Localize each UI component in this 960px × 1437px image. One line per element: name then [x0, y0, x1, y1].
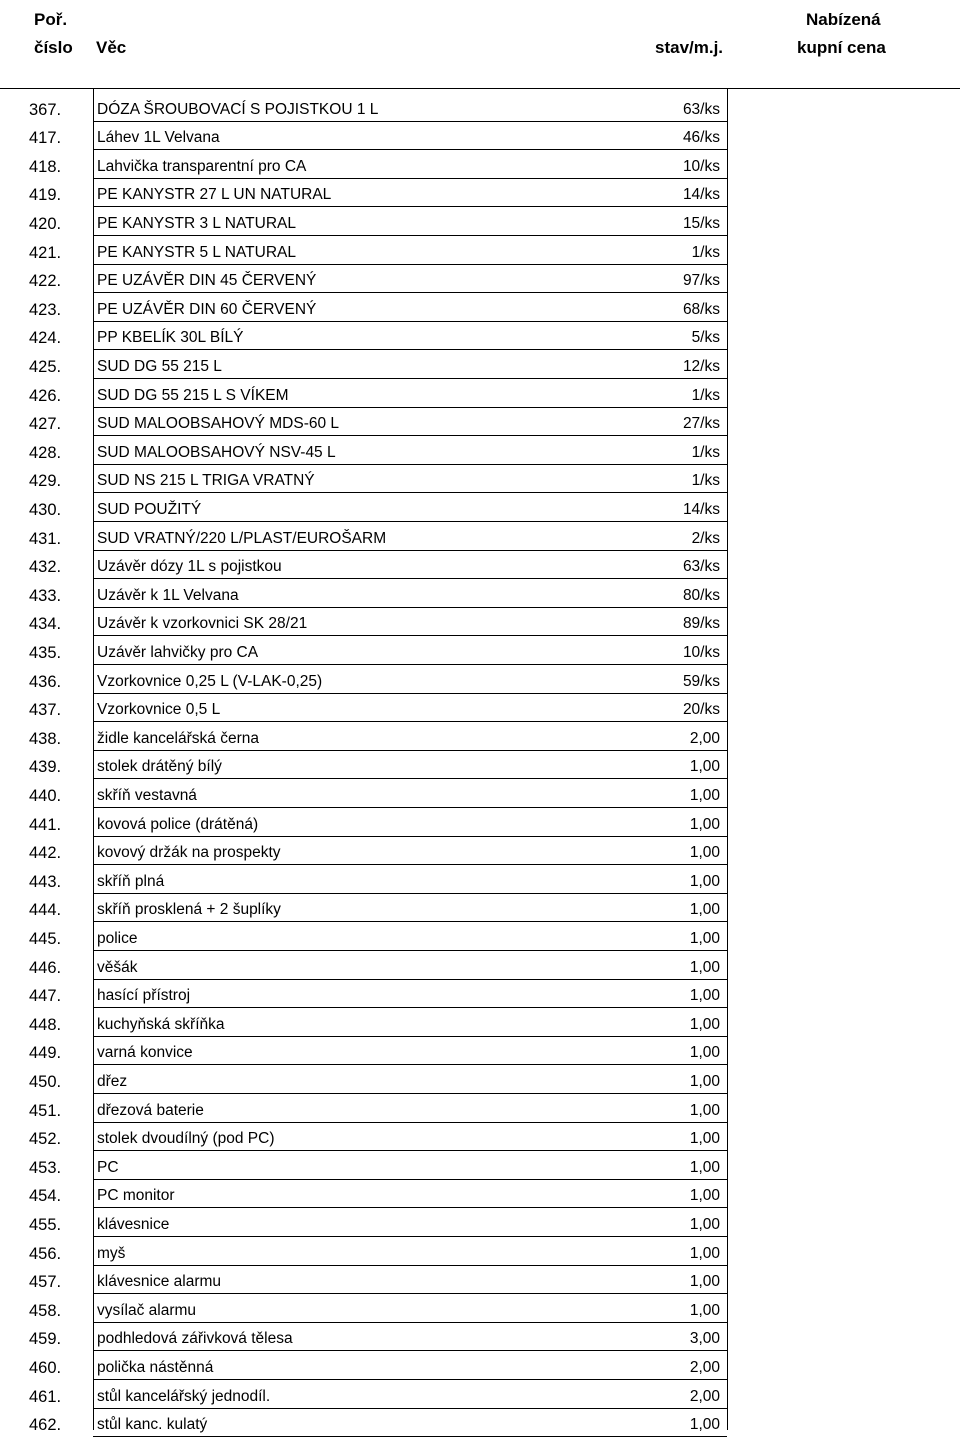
row-quantity: 1,00: [689, 1015, 720, 1033]
row-item-name: dřez: [97, 1072, 128, 1090]
table-row: [0, 1350, 960, 1379]
row-divider: [93, 378, 727, 379]
col-item-header: Věc: [96, 38, 127, 57]
row-number: 447.: [29, 987, 62, 1006]
row-number: 460.: [29, 1358, 62, 1377]
table-row: [0, 836, 960, 865]
row-item-name: kovový držák na prospekty: [97, 844, 281, 862]
row-item-name: SUD POUŽITÝ: [97, 500, 202, 518]
row-number: 433.: [29, 586, 62, 605]
row-divider: [93, 979, 727, 980]
row-item-name: SUD NS 215 L TRIGA VRATNÝ: [97, 472, 315, 490]
row-number: 431.: [29, 529, 62, 548]
row-number: 437.: [29, 701, 62, 720]
row-item-cell: [93, 128, 727, 148]
row-number: 452.: [29, 1130, 62, 1149]
row-quantity: 1,00: [689, 1273, 720, 1291]
row-quantity: 68/ks: [682, 300, 720, 318]
row-item-name: SUD VRATNÝ/220 L/PLAST/EUROŠARM: [97, 529, 387, 547]
row-item-name: skříň prosklená + 2 šuplíky: [97, 901, 281, 919]
row-divider: [93, 1293, 727, 1294]
row-divider: [93, 1179, 727, 1180]
row-quantity: 1,00: [689, 786, 720, 804]
row-quantity: 1,00: [689, 1072, 720, 1090]
row-divider: [93, 149, 727, 150]
row-number: 458.: [29, 1301, 62, 1320]
row-quantity: 15/ks: [682, 214, 720, 232]
row-item-name: Uzávěr dózy 1L s pojistkou: [97, 558, 282, 576]
row-divider: [93, 664, 727, 665]
table-row: [0, 1036, 960, 1065]
row-item-cell: [93, 929, 727, 949]
row-divider: [93, 778, 727, 779]
row-item-cell: [93, 614, 727, 634]
row-number: 424.: [29, 329, 62, 348]
row-quantity: 14/ks: [682, 186, 720, 204]
table-row: [0, 321, 960, 350]
row-number: 436.: [29, 672, 62, 691]
row-item-name: stolek dvoudílný (pod PC): [97, 1130, 275, 1148]
row-item-cell: [93, 1215, 727, 1235]
row-divider: [93, 750, 727, 751]
row-number: 438.: [29, 729, 62, 748]
row-item-name: hasící přístroj: [97, 987, 191, 1005]
table-row: [0, 1179, 960, 1208]
row-item-name: skříň plná: [97, 872, 165, 890]
row-number: 441.: [29, 815, 62, 834]
table-row: [0, 92, 960, 121]
table-row: [0, 178, 960, 207]
table-row: [0, 264, 960, 293]
col-unit-header: stav/m.j.: [655, 38, 724, 57]
row-number: 435.: [29, 643, 62, 662]
row-quantity: 1,00: [689, 1187, 720, 1205]
row-item-name: varná konvice: [97, 1044, 193, 1062]
row-number: 444.: [29, 901, 62, 920]
row-item-name: věšák: [97, 958, 138, 976]
row-divider: [93, 1408, 727, 1409]
row-number: 428.: [29, 443, 62, 462]
table-row: [0, 1293, 960, 1322]
row-number: 443.: [29, 872, 62, 891]
row-quantity: 10/ks: [682, 643, 720, 661]
row-item-cell: [93, 815, 727, 835]
row-number: 429.: [29, 472, 62, 491]
row-divider: [93, 435, 727, 436]
table-row: [0, 149, 960, 178]
row-item-cell: [93, 271, 727, 291]
row-item-cell: [93, 300, 727, 320]
table-row: [0, 464, 960, 493]
row-item-name: stůl kancelářský jednodíl.: [97, 1387, 271, 1405]
row-item-cell: [93, 214, 727, 234]
row-quantity: 1,00: [689, 1101, 720, 1119]
row-divider: [93, 1350, 727, 1351]
row-item-cell: [93, 986, 727, 1006]
row-quantity: 1/ks: [691, 443, 720, 461]
row-quantity: 2,00: [689, 1358, 720, 1376]
row-number: 445.: [29, 929, 62, 948]
row-quantity: 1,00: [689, 987, 720, 1005]
row-item-cell: [93, 1158, 727, 1178]
table-row: [0, 1379, 960, 1408]
row-number: 426.: [29, 386, 62, 405]
table-row: [0, 1236, 960, 1265]
table-row: [0, 349, 960, 378]
row-item-name: dřezová baterie: [97, 1101, 204, 1119]
row-number: 455.: [29, 1215, 62, 1234]
row-item-name: Vzorkovnice 0,25 L (V-LAK-0,25): [97, 672, 323, 690]
row-number: 461.: [29, 1387, 62, 1406]
row-quantity: 1,00: [689, 1130, 720, 1148]
table-row: [0, 979, 960, 1008]
row-quantity: 1,00: [689, 1044, 720, 1062]
row-item-name: skříň vestavná: [97, 786, 197, 804]
table-row: [0, 607, 960, 636]
row-item-name: DÓZA ŠROUBOVACÍ S POJISTKOU 1 L: [97, 100, 379, 118]
row-divider: [93, 1064, 727, 1065]
row-number: 421.: [29, 243, 62, 262]
row-item-cell: [93, 1186, 727, 1206]
row-divider: [93, 836, 727, 837]
row-divider: [93, 521, 727, 522]
row-divider: [93, 578, 727, 579]
row-item-name: PE UZÁVĚR DIN 45 ČERVENÝ: [97, 272, 317, 290]
row-quantity: 3,00: [689, 1330, 720, 1348]
row-quantity: 1,00: [689, 901, 720, 919]
table-row: [0, 435, 960, 464]
row-quantity: 1,00: [689, 758, 720, 776]
row-item-cell: [93, 471, 727, 491]
row-item-cell: [93, 386, 727, 406]
row-item-name: SUD MALOOBSAHOVÝ NSV-45 L: [97, 443, 336, 461]
row-divider: [93, 607, 727, 608]
row-item-cell: [93, 185, 727, 205]
row-divider: [93, 321, 727, 322]
row-item-name: PC: [97, 1158, 119, 1176]
row-number: 449.: [29, 1044, 62, 1063]
row-divider: [93, 550, 727, 551]
row-item-name: PC monitor: [97, 1187, 175, 1205]
col-price-header-line2: kupní cena: [797, 38, 886, 57]
row-item-cell: [93, 586, 727, 606]
row-divider: [93, 206, 727, 207]
row-quantity: 1,00: [689, 958, 720, 976]
table-row: [0, 664, 960, 693]
row-item-cell: [93, 357, 727, 377]
row-item-name: PE KANYSTR 5 L NATURAL: [97, 243, 296, 261]
row-quantity: 20/ks: [682, 701, 720, 719]
row-divider: [93, 178, 727, 179]
row-item-cell: [93, 557, 727, 577]
row-divider: [93, 1036, 727, 1037]
row-quantity: 59/ks: [682, 672, 720, 690]
row-quantity: 10/ks: [682, 157, 720, 175]
table-row: [0, 1093, 960, 1122]
col-num-header-line2: číslo: [34, 38, 73, 57]
row-number: 442.: [29, 844, 62, 863]
table-row: [0, 1122, 960, 1151]
row-item-cell: [93, 443, 727, 463]
row-divider: [93, 950, 727, 951]
row-item-name: PE UZÁVĚR DIN 60 ČERVENÝ: [97, 300, 317, 318]
row-quantity: 1,00: [689, 1244, 720, 1262]
row-number: 434.: [29, 615, 62, 634]
table-row: [0, 1064, 960, 1093]
row-item-cell: [93, 1301, 727, 1321]
row-quantity: 63/ks: [682, 558, 720, 576]
row-quantity: 1,00: [689, 1301, 720, 1319]
row-quantity: 1,00: [689, 1215, 720, 1233]
row-quantity: 2/ks: [691, 529, 720, 547]
row-quantity: 1/ks: [691, 472, 720, 490]
row-item-cell: [93, 843, 727, 863]
row-item-name: SUD DG 55 215 L: [97, 357, 222, 375]
row-quantity: 1,00: [689, 815, 720, 833]
row-item-name: Lahvička transparentní pro CA: [97, 157, 307, 175]
row-number: 451.: [29, 1101, 62, 1120]
row-quantity: 1,00: [689, 1416, 720, 1434]
row-item-cell: [93, 529, 727, 549]
row-divider: [93, 464, 727, 465]
row-item-name: židle kancelářská černa: [97, 729, 259, 747]
row-item-name: Uzávěr k 1L Velvana: [97, 586, 239, 604]
row-number: 462.: [29, 1416, 62, 1435]
row-item-name: kovová police (drátěná): [97, 815, 259, 833]
row-divider: [93, 1265, 727, 1266]
row-item-cell: [93, 1329, 727, 1349]
row-item-cell: [93, 1129, 727, 1149]
row-divider: [93, 1322, 727, 1323]
row-number: 432.: [29, 558, 62, 577]
row-divider: [93, 407, 727, 408]
row-item-cell: [93, 414, 727, 434]
row-item-name: stolek drátěný bílý: [97, 758, 222, 776]
row-divider: [93, 121, 727, 122]
row-item-name: PE KANYSTR 3 L NATURAL: [97, 214, 296, 232]
row-item-cell: [93, 757, 727, 777]
row-item-name: klávesnice alarmu: [97, 1273, 222, 1291]
row-item-cell: [93, 1358, 727, 1378]
table-row: [0, 121, 960, 150]
row-divider: [93, 864, 727, 865]
row-number: 423.: [29, 300, 62, 319]
row-item-name: Láhev 1L Velvana: [97, 129, 220, 147]
row-number: 459.: [29, 1330, 62, 1349]
row-number: 418.: [29, 157, 62, 176]
row-number: 446.: [29, 958, 62, 977]
row-divider: [93, 235, 727, 236]
table-row: [0, 206, 960, 235]
table-row: [0, 750, 960, 779]
row-number: 439.: [29, 758, 62, 777]
row-number: 420.: [29, 214, 62, 233]
row-divider: [93, 1093, 727, 1094]
row-item-cell: [93, 900, 727, 920]
row-divider: [93, 921, 727, 922]
row-quantity: 97/ks: [682, 272, 720, 290]
table-row: [0, 1007, 960, 1036]
row-quantity: 2,00: [689, 729, 720, 747]
row-divider: [93, 1150, 727, 1151]
row-number: 367.: [29, 100, 62, 119]
row-number: 427.: [29, 415, 62, 434]
row-item-name: Uzávěr lahvičky pro CA: [97, 643, 259, 661]
row-number: 453.: [29, 1158, 62, 1177]
row-item-cell: [93, 328, 727, 348]
table-header: [0, 0, 960, 89]
row-divider: [93, 721, 727, 722]
row-item-name: polička nástěnná: [97, 1358, 214, 1376]
row-item-cell: [93, 100, 727, 120]
table-row: [0, 693, 960, 722]
table-row: [0, 893, 960, 922]
row-divider: [93, 292, 727, 293]
row-item-cell: [93, 1043, 727, 1063]
row-item-name: PP KBELÍK 30L BÍLÝ: [97, 329, 244, 347]
table-row: [0, 807, 960, 836]
row-number: 422.: [29, 272, 62, 291]
row-quantity: 1,00: [689, 844, 720, 862]
row-quantity: 63/ks: [682, 100, 720, 118]
row-divider: [93, 264, 727, 265]
row-item-name: Vzorkovnice 0,5 L: [97, 701, 221, 719]
table-row: [0, 778, 960, 807]
row-number: 419.: [29, 186, 62, 205]
table-row: [0, 1322, 960, 1351]
row-divider: [93, 492, 727, 493]
row-quantity: 1,00: [689, 929, 720, 947]
row-divider: [93, 693, 727, 694]
row-divider: [93, 349, 727, 350]
row-item-cell: [93, 1387, 727, 1407]
row-item-cell: [93, 1101, 727, 1121]
row-number: 417.: [29, 129, 62, 148]
table-row: [0, 864, 960, 893]
table-row: [0, 550, 960, 579]
table-row: [0, 1408, 960, 1437]
row-item-name: klávesnice: [97, 1215, 170, 1233]
col-num-header-line1: Poř.: [34, 10, 68, 29]
row-number: 457.: [29, 1273, 62, 1292]
row-item-name: Uzávěr k vzorkovnici SK 28/21: [97, 615, 308, 633]
row-item-name: podhledová zářivková tělesa: [97, 1330, 293, 1348]
table-row: [0, 407, 960, 436]
table-row: [0, 1207, 960, 1236]
row-item-cell: [93, 958, 727, 978]
row-divider: [93, 893, 727, 894]
row-divider: [93, 807, 727, 808]
row-quantity: 5/ks: [691, 329, 720, 347]
row-item-name: kuchyňská skříňka: [97, 1015, 225, 1033]
row-item-cell: [93, 700, 727, 720]
row-divider: [93, 1379, 727, 1380]
row-item-cell: [93, 672, 727, 692]
row-item-cell: [93, 786, 727, 806]
table-row: [0, 635, 960, 664]
table-row: [0, 378, 960, 407]
row-item-cell: [93, 157, 727, 177]
row-item-cell: [93, 500, 727, 520]
table-row: [0, 521, 960, 550]
row-quantity: 27/ks: [682, 415, 720, 433]
table-row: [0, 950, 960, 979]
row-quantity: 80/ks: [682, 586, 720, 604]
row-number: 425.: [29, 357, 62, 376]
col-price-header-line1: Nabízená: [806, 10, 881, 29]
row-item-cell: [93, 243, 727, 263]
table-row: [0, 235, 960, 264]
row-quantity: 1/ks: [691, 243, 720, 261]
row-item-cell: [93, 1072, 727, 1092]
row-item-name: police: [97, 929, 138, 947]
row-number: 454.: [29, 1187, 62, 1206]
row-number: 450.: [29, 1072, 62, 1091]
row-item-name: SUD MALOOBSAHOVÝ MDS-60 L: [97, 415, 340, 433]
row-quantity: 14/ks: [682, 500, 720, 518]
row-item-cell: [93, 1015, 727, 1035]
row-item-name: stůl kanc. kulatý: [97, 1416, 208, 1434]
table-row: [0, 1150, 960, 1179]
row-item-name: PE KANYSTR 27 L UN NATURAL: [97, 186, 332, 204]
row-number: 456.: [29, 1244, 62, 1263]
row-item-name: vysílač alarmu: [97, 1301, 197, 1319]
row-quantity: 46/ks: [682, 129, 720, 147]
table-row: [0, 1265, 960, 1294]
row-divider: [93, 635, 727, 636]
row-number: 430.: [29, 500, 62, 519]
row-quantity: 1/ks: [691, 386, 720, 404]
row-quantity: 89/ks: [682, 615, 720, 633]
table-row: [0, 721, 960, 750]
row-item-cell: [93, 643, 727, 663]
table-row: [0, 921, 960, 950]
row-divider: [93, 1236, 727, 1237]
row-divider: [93, 1007, 727, 1008]
row-divider: [93, 1122, 727, 1123]
row-item-cell: [93, 1415, 727, 1435]
row-quantity: 1,00: [689, 872, 720, 890]
row-quantity: 2,00: [689, 1387, 720, 1405]
row-quantity: 12/ks: [682, 357, 720, 375]
row-quantity: 1,00: [689, 1158, 720, 1176]
row-item-cell: [93, 1272, 727, 1292]
row-item-cell: [93, 1244, 727, 1264]
table-row: [0, 492, 960, 521]
row-number: 440.: [29, 786, 62, 805]
row-item-name: SUD DG 55 215 L S VÍKEM: [97, 386, 289, 404]
table-row: [0, 578, 960, 607]
table-row: [0, 292, 960, 321]
row-item-name: myš: [97, 1244, 126, 1262]
row-item-cell: [93, 729, 727, 749]
row-item-cell: [93, 872, 727, 892]
row-divider: [93, 1207, 727, 1208]
row-number: 448.: [29, 1015, 62, 1034]
